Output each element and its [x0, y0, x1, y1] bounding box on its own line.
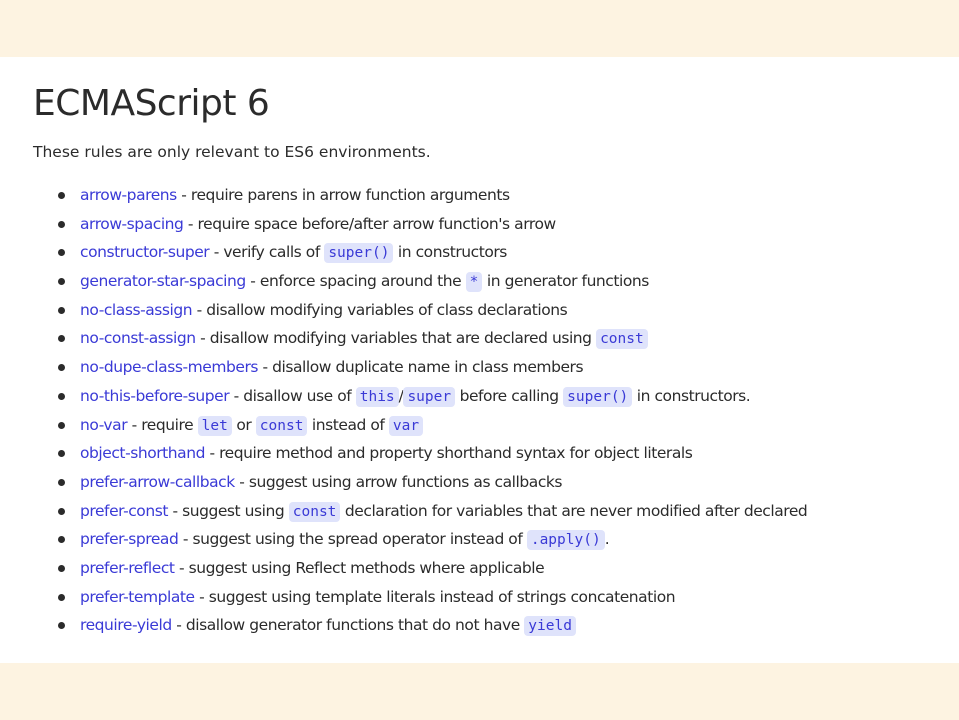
rule-link-prefer-const[interactable]: prefer-const	[80, 501, 168, 520]
rule-link-constructor-super[interactable]: constructor-super	[80, 243, 210, 262]
list-item	[33, 382, 945, 411]
list-item	[33, 181, 945, 210]
rule-description: - require	[127, 415, 198, 434]
list-item	[33, 439, 945, 468]
list-item	[33, 267, 945, 296]
rule-description: - enforce spacing around the	[245, 272, 466, 291]
inline-code: yield	[524, 616, 576, 636]
intro-text: These rules are only relevant to ES6 environments.	[33, 143, 431, 161]
rule-description: - disallow duplicate name in class members	[258, 358, 584, 377]
rule-description: - suggest using Reflect methods where applicable	[174, 558, 545, 577]
rule-link-object-shorthand[interactable]: object-shorthand	[80, 444, 205, 463]
slide	[0, 57, 959, 663]
rule-description: /	[398, 386, 404, 405]
inline-code: var	[389, 416, 423, 436]
rule-description: - suggest using the spread operator instead of	[178, 530, 527, 549]
rule-link-prefer-template[interactable]: prefer-template	[80, 587, 195, 606]
list-item	[33, 296, 945, 325]
rule-description: in generator functions	[482, 272, 649, 291]
list-item	[33, 210, 945, 239]
list-item	[33, 324, 945, 353]
rule-description: - suggest using	[167, 501, 289, 520]
rule-description: - suggest using arrow functions as callbacks	[234, 472, 563, 491]
list-item	[33, 583, 945, 612]
inline-code: super()	[324, 243, 393, 263]
rule-description: - require space before/after arrow function's arrow	[183, 214, 556, 233]
inline-code: .apply()	[527, 530, 605, 550]
rule-link-no-const-assign[interactable]: no-const-assign	[80, 329, 196, 348]
rule-link-prefer-reflect[interactable]: prefer-reflect	[80, 558, 175, 577]
list-item	[33, 468, 945, 497]
inline-code: super()	[563, 387, 632, 407]
rule-link-require-yield[interactable]: require-yield	[80, 616, 172, 635]
rule-description: before calling	[455, 386, 564, 405]
page-title: ECMAScript 6	[33, 83, 270, 124]
list-item	[33, 411, 945, 440]
rule-description: - disallow generator functions that do not have	[171, 616, 525, 635]
rule-description: in constructors.	[632, 386, 751, 405]
inline-code: const	[289, 502, 341, 522]
rule-description: instead of	[307, 415, 389, 434]
rule-link-prefer-spread[interactable]: prefer-spread	[80, 530, 179, 549]
rule-link-no-this-before-super[interactable]: no-this-before-super	[80, 386, 230, 405]
rule-link-generator-star-spacing[interactable]: generator-star-spacing	[80, 272, 246, 291]
inline-code: *	[466, 272, 483, 292]
rule-description: - disallow use of	[229, 386, 356, 405]
list-item	[33, 353, 945, 382]
inline-code: const	[596, 329, 648, 349]
rule-description: - disallow modifying variables of class declarations	[192, 300, 568, 319]
rule-link-arrow-parens[interactable]: arrow-parens	[80, 186, 177, 204]
rule-list	[33, 181, 945, 640]
rule-description: - require parens in arrow function arguments	[176, 186, 510, 204]
rule-link-no-var[interactable]: no-var	[80, 415, 128, 434]
rule-description: .	[604, 530, 610, 549]
inline-code: const	[256, 416, 308, 436]
rule-link-no-dupe-class-members[interactable]: no-dupe-class-members	[80, 358, 258, 377]
rule-description: - require method and property shorthand syntax for object literals	[204, 444, 693, 463]
inline-code: let	[198, 416, 232, 436]
list-item	[33, 238, 945, 267]
rule-link-prefer-arrow-callback[interactable]: prefer-arrow-callback	[80, 472, 235, 491]
list-item	[33, 554, 945, 583]
list-item	[33, 497, 945, 526]
list-item	[33, 525, 945, 554]
inline-code: super	[403, 387, 455, 407]
rule-link-no-class-assign[interactable]: no-class-assign	[80, 300, 193, 319]
rule-description: - suggest using template literals instead of strings concatenation	[194, 587, 676, 606]
inline-code: this	[356, 387, 399, 407]
rule-link-arrow-spacing[interactable]: arrow-spacing	[80, 214, 184, 233]
rule-description: in constructors	[393, 243, 507, 262]
rule-description: - disallow modifying variables that are declared using	[195, 329, 597, 348]
rule-description: or	[231, 415, 256, 434]
rule-description: declaration for variables that are never modified after declared	[340, 501, 808, 520]
list-item	[33, 611, 945, 640]
rule-description: - verify calls of	[209, 243, 325, 262]
